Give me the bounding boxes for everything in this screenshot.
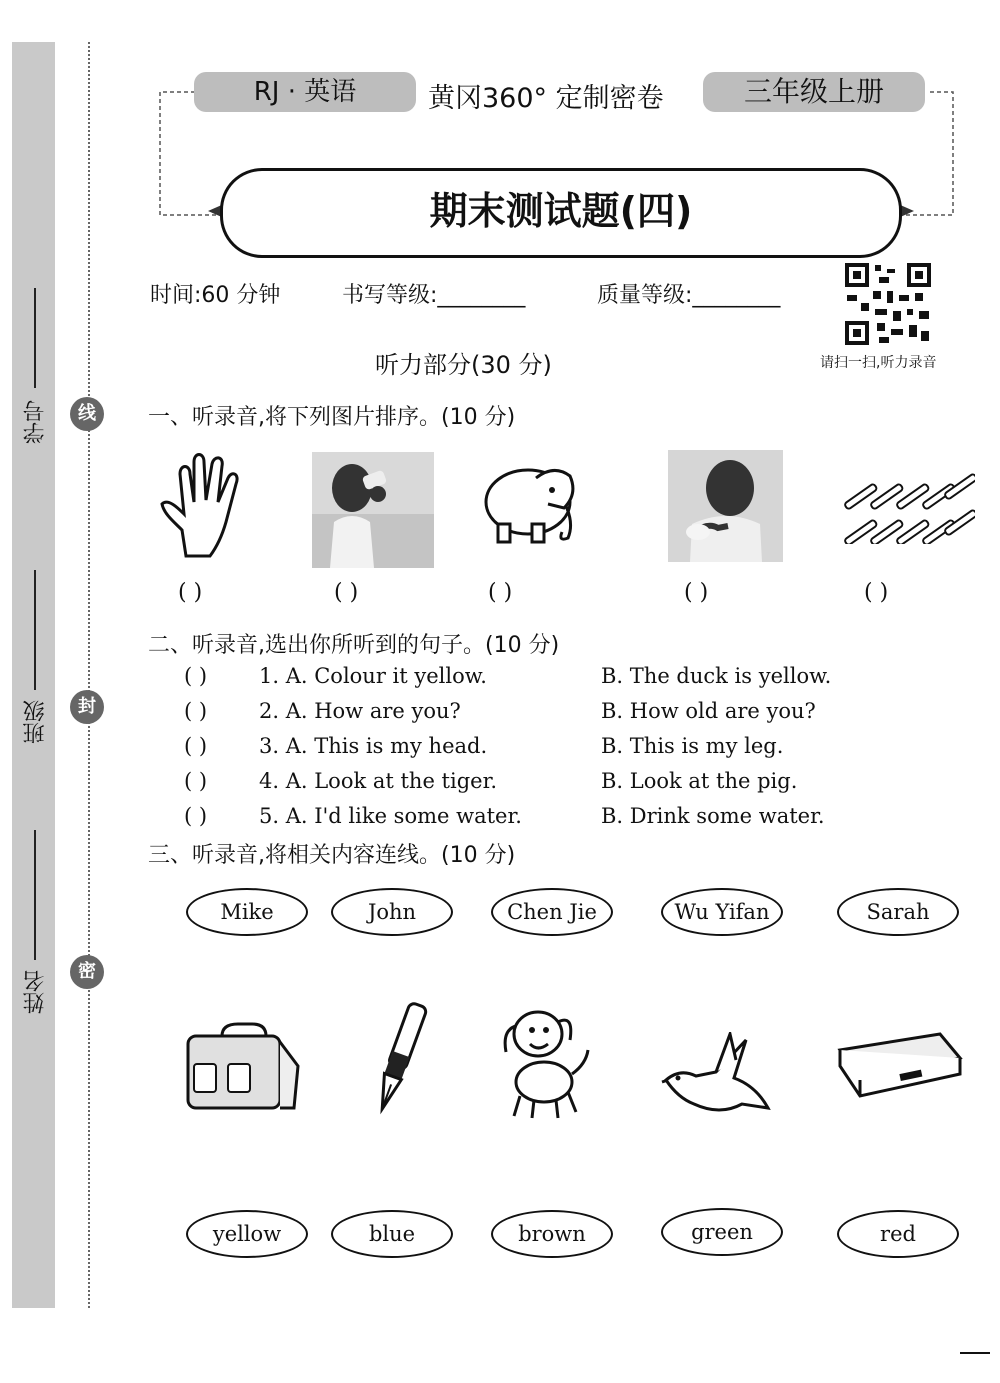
colour-oval[interactable]: yellow: [186, 1210, 308, 1258]
seal-seal: 封: [70, 690, 104, 724]
option-b: B. This is my leg.: [601, 734, 784, 758]
name-oval[interactable]: Mike: [186, 888, 308, 936]
answer-blank[interactable]: ( ): [184, 804, 208, 828]
answer-blank[interactable]: ( ): [184, 699, 208, 723]
bag-icon: [182, 1022, 304, 1112]
answer-blank[interactable]: ( ): [184, 664, 208, 688]
student-id-line: [34, 288, 36, 388]
series-title: 黄冈360° 定制密卷: [428, 83, 664, 114]
colour-oval[interactable]: brown: [491, 1210, 613, 1258]
option-a: 5. A. I'd like some water.: [259, 804, 522, 828]
option-a: 1. A. Colour it yellow.: [259, 664, 487, 688]
page-title: 期末测试题(四): [220, 168, 902, 258]
option-a: 3. A. This is my head.: [259, 734, 488, 758]
answer-blank[interactable]: ( ): [178, 580, 203, 605]
dog-icon: [498, 1004, 596, 1122]
answer-blank[interactable]: ( ): [184, 769, 208, 793]
student-id-label: 学号: [23, 400, 48, 444]
name-line: [34, 830, 36, 960]
class-line: [34, 570, 36, 690]
answer-blank[interactable]: ( ): [334, 580, 359, 605]
elephant-icon: [478, 458, 593, 548]
option-b: B. Drink some water.: [601, 804, 825, 828]
pencil-box-icon: [834, 1030, 964, 1100]
quiet-boy-icon: [668, 450, 783, 562]
name-oval[interactable]: Chen Jie: [491, 888, 613, 936]
answer-blank[interactable]: ( ): [684, 580, 709, 605]
pen-icon: [360, 1000, 440, 1122]
name-label: 姓名: [23, 970, 48, 1014]
qr-caption: 请扫一扫,听力录音: [820, 355, 937, 371]
section3-title: 三、听录音,将相关内容连线。(10 分): [148, 843, 516, 868]
section2-title: 二、听录音,选出你所听到的句子。(10 分): [148, 633, 560, 658]
answer-blank[interactable]: ( ): [184, 734, 208, 758]
name-oval[interactable]: Sarah: [837, 888, 959, 936]
grade-pill: 三年级上册: [703, 72, 925, 112]
pens-icon: [840, 464, 975, 544]
writing-grade: 书写等级:________: [342, 283, 526, 308]
class-label: 班级: [23, 700, 48, 744]
qr-code-icon[interactable]: [843, 261, 933, 347]
listening-header: 听力部分(30 分): [375, 351, 552, 379]
name-oval[interactable]: John: [331, 888, 453, 936]
option-b: B. How old are you?: [601, 699, 816, 723]
option-b: B. The duck is yellow.: [601, 664, 832, 688]
page-edge-mark: [960, 1352, 990, 1354]
colour-oval[interactable]: green: [661, 1208, 783, 1256]
bird-icon: [660, 1032, 772, 1122]
option-a: 2. A. How are you?: [259, 699, 461, 723]
drinking-boy-icon: [312, 452, 434, 568]
time-info: 时间:60 分钟: [150, 283, 281, 308]
seal-secret: 密: [70, 955, 104, 989]
answer-blank[interactable]: ( ): [488, 580, 513, 605]
cut-line: [88, 42, 90, 1308]
hand-icon: [158, 452, 253, 560]
option-a: 4. A. Look at the tiger.: [259, 769, 497, 793]
subject-pill: RJ · 英语: [194, 72, 416, 112]
answer-blank[interactable]: ( ): [864, 580, 889, 605]
section1-title: 一、听录音,将下列图片排序。(10 分): [148, 405, 516, 430]
colour-oval[interactable]: red: [837, 1210, 959, 1258]
option-b: B. Look at the pig.: [601, 769, 798, 793]
seal-line: 线: [70, 397, 104, 431]
name-oval[interactable]: Wu Yifan: [661, 888, 783, 936]
quality-grade: 质量等级:________: [597, 283, 781, 308]
colour-oval[interactable]: blue: [331, 1210, 453, 1258]
